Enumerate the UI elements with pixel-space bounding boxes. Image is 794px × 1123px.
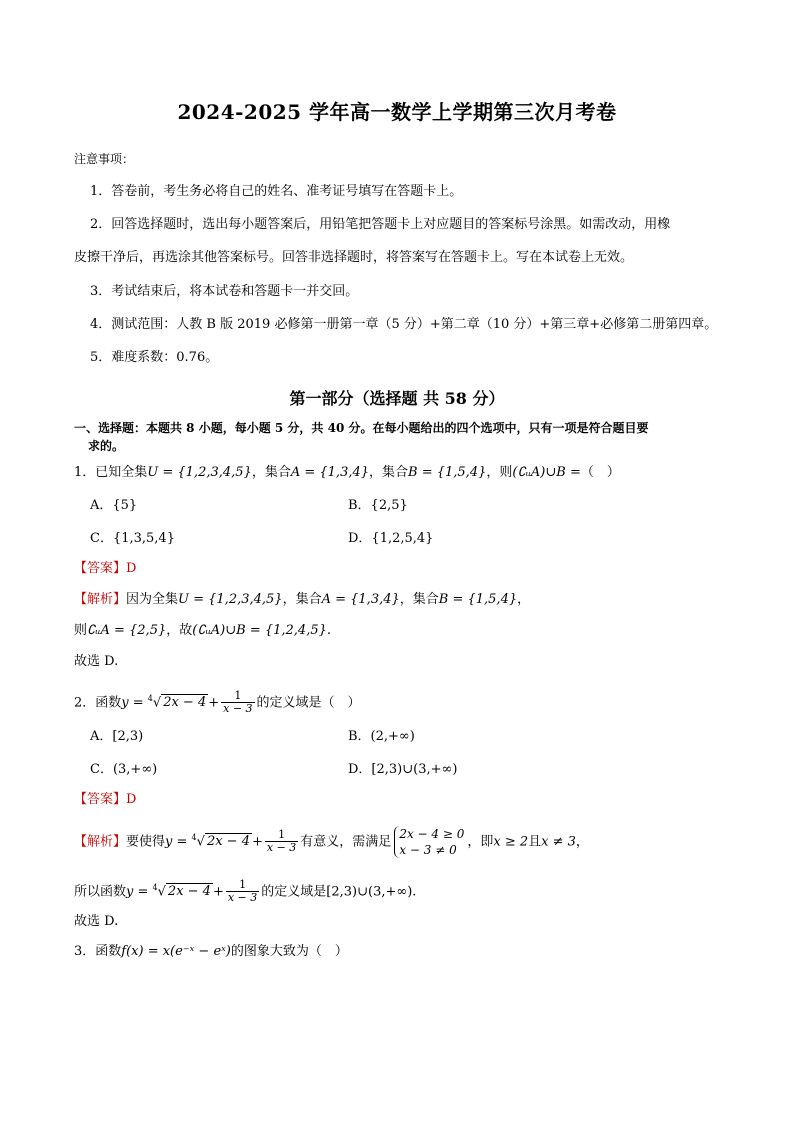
q1-answer	[74, 560, 136, 578]
q2-line2-fraction	[226, 879, 259, 904]
q2-sys-line-2: x − 3 ≠ 0	[399, 842, 457, 857]
q2-analysis-y: y =	[165, 834, 188, 850]
question-3-stem	[74, 943, 348, 961]
q1-option-c: C．{1,3,5,4}	[90, 531, 175, 546]
q1-option-b: B．{2,5}	[348, 498, 408, 513]
q3-stem-suffix: 的图象大致为（ ）	[230, 944, 348, 959]
notice-item-4: 4．测试范围：人教 B 版 2019 必修第一册第一章（5 分）+第二章（10 分）+第三章+必修第二册第四章。	[90, 317, 718, 332]
q2-line2-mid: 的定义域是	[261, 884, 327, 900]
q2-option-c: C．(3,+∞)	[90, 762, 158, 777]
q1-analysis-b: B = {1,5,4}	[438, 592, 518, 607]
q2-answer-label: 【答案】	[74, 792, 127, 807]
section-heading: 第一部分（选择题 共 58 分）	[289, 389, 505, 408]
q1-sep-2: ，集合	[369, 465, 409, 480]
q2-domain: [2,3)∪(3,+∞)	[326, 884, 413, 900]
section-intro: 一、选择题：本题共 8 小题，每小题 5 分，共 40 分。在每小题给出的四个选项中，只有一项是符合题目要	[74, 421, 649, 435]
q2-answer	[74, 791, 136, 809]
q2-line2-radicand: 2x − 4	[167, 884, 211, 900]
q2-plus: +	[208, 695, 220, 711]
q1-line2-end: .	[326, 623, 332, 638]
q1-stem-prefix: 1．已知全集	[74, 465, 148, 480]
q2-frac-den: x − 3	[223, 702, 253, 716]
q1-conclusion: 故选 D.	[74, 654, 119, 669]
q2-analysis-text: 要使得	[126, 834, 166, 850]
q3-stem-prefix: 3．函数	[74, 944, 122, 959]
q1-sep-3: ，则	[486, 465, 513, 480]
q2-and: 且	[528, 834, 542, 850]
notice-item-2: 2．回答选择题时，选出每小题答案后，用铅笔把答题卡上对应题目的答案标号涂黑。如需改动，用橡	[90, 217, 671, 232]
q1-analysis-a: A = {1,3,4}	[321, 592, 400, 607]
q2-analysis-plus: +	[251, 834, 263, 850]
q2-analysis-fraction	[265, 829, 298, 854]
q2-line2-prefix: 所以函数	[74, 884, 127, 900]
q1-answer-value: D	[126, 561, 137, 576]
q2-radicand: 2x − 4	[163, 695, 207, 711]
q2-line2-y: y =	[126, 884, 149, 900]
q2-cond-2: x ≠ 3	[541, 834, 576, 850]
q1-set-u: U = {1,2,3,4,5}	[147, 465, 252, 480]
q1-line2-prefix: 则	[74, 623, 88, 638]
q2-y: y =	[121, 695, 144, 711]
question-2-stem: 2．函数y = $^4$√ 2x − 4 + $\frac{1}{x - 3}$ 的定义域是（ ）	[74, 689, 361, 716]
notice-item-5: 5．难度系数：0.76。	[90, 350, 219, 365]
exam-title: 2024-2025 学年高一数学上学期第三次月考卷	[177, 100, 617, 124]
q2-analysis-text-3: ，即	[467, 834, 494, 850]
q2-line2-frac-num: 1	[226, 879, 259, 892]
q1-result: (∁ᵤA)∪B = {1,2,4,5}	[192, 623, 327, 638]
notice-item-1: 1．答卷前，考生务必将自己的姓名、准考证号填写在答题卡上。	[90, 184, 463, 199]
q2-sys-line-1: 2x − 4 ≥ 0	[399, 826, 465, 841]
q2-stem-suffix: 的定义域是（ ）	[256, 695, 361, 711]
q1-analysis-text: 因为全集	[126, 592, 179, 607]
q1-complement: ∁ᵤA = {2,5}	[87, 623, 167, 638]
q2-line2-plus: +	[212, 884, 224, 900]
notice-heading: 注意事项：	[74, 152, 135, 166]
q1-analysis-end: ，	[517, 592, 531, 607]
notice-item-3: 3．考试结束后，将本试卷和答题卡一并交回。	[90, 284, 359, 299]
q2-option-d: D．[2,3)∪(3,+∞)	[348, 762, 458, 777]
q2-line2-end: .	[412, 884, 417, 900]
q1-option-a: A．{5}	[90, 498, 138, 513]
q1-analysis-sep-1: ，集合	[282, 592, 322, 607]
q2-line2-frac-den: x − 3	[227, 891, 258, 905]
q2-stem-prefix: 2．函数	[74, 695, 122, 711]
q2-fraction	[221, 690, 254, 715]
q2-cond-1: x ≥ 2	[493, 834, 529, 850]
q2-analysis-end: ，	[575, 834, 589, 850]
q2-option-a: A．[2,3)	[90, 729, 144, 744]
q1-set-b: B = {1,5,4}	[408, 465, 487, 480]
q1-expression: (∁ᵤA)∪B =	[512, 465, 581, 480]
q2-analysis-radicand: 2x − 4	[206, 834, 250, 850]
q2-analysis: 【解析】要使得y = $^4$√ 2x − 4 + $\frac{1}{x - 3}$ 有意义，需满足 2x − 4 ≥ 0 x − 3 ≠ 0 ，即x ≥ 2且x ≠ 3，	[74, 826, 589, 857]
q2-analysis-frac-num: 1	[265, 829, 298, 842]
section-intro-cont: 求的。	[88, 439, 125, 453]
q1-option-d: D．{1,2,5,4}	[348, 531, 434, 546]
q1-answer-label: 【答案】	[74, 561, 127, 576]
q2-analysis-text-2: 有意义，需满足	[300, 834, 392, 850]
question-1-stem	[74, 464, 620, 482]
q2-analysis-frac-den: x − 3	[266, 841, 297, 855]
q2-option-b: B．(2,+∞)	[348, 729, 415, 744]
q1-analysis-line-2	[74, 622, 331, 640]
q2-analysis-line-2: 所以函数y = $^4$√ 2x − 4 + $\frac{1}{x - 3}$ 的定义域是[2,3)∪(3,+∞).	[74, 878, 417, 905]
q2-conclusion: 故选 D.	[74, 914, 119, 929]
q1-line2-mid: ，故	[166, 623, 193, 638]
q1-blank: （ ）	[580, 465, 620, 480]
q2-answer-value: D	[126, 792, 137, 807]
q1-analysis	[74, 591, 530, 609]
q1-sep-1: ，集合	[251, 465, 291, 480]
q1-analysis-u: U = {1,2,3,4,5}	[178, 592, 283, 607]
q1-analysis-sep-2: ，集合	[399, 592, 439, 607]
q1-analysis-label: 【解析】	[74, 592, 127, 607]
q1-set-a: A = {1,3,4}	[290, 465, 370, 480]
notice-item-2-cont: 皮擦干净后，再选涂其他答案标号。回答非选择题时，将答案写在答题卡上。写在本试卷上无效。	[74, 250, 634, 265]
q2-analysis-label: 【解析】	[74, 834, 127, 850]
q3-function: f(x) = x(e⁻ˣ − eˣ)	[121, 944, 231, 959]
q2-inequality-system	[394, 826, 464, 858]
q2-frac-num: 1	[221, 690, 254, 703]
